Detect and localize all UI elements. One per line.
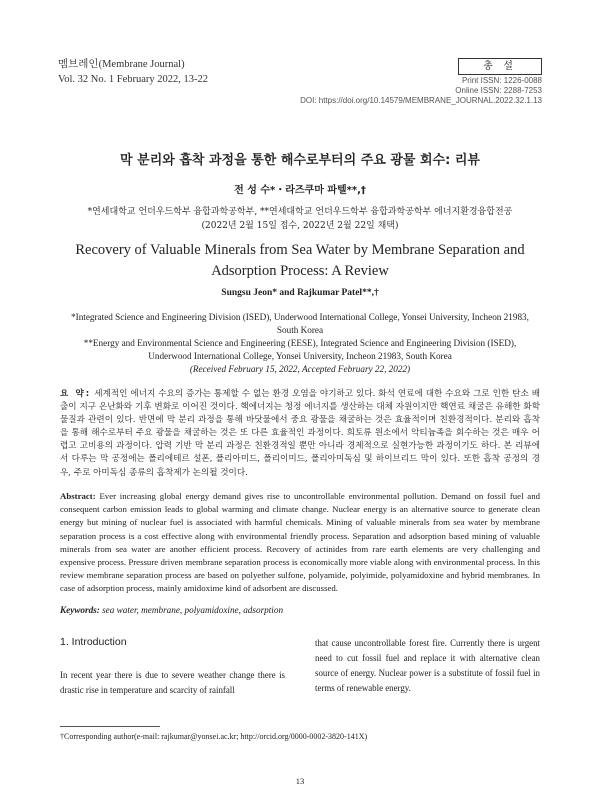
english-affiliation-block — [70, 311, 530, 376]
print-issn: Print ISSN: 1226-0088 — [461, 76, 542, 85]
section-title: 1. Introduction — [60, 636, 127, 648]
volume-line: Vol. 32 No. 1 February 2022, 13-22 — [58, 74, 209, 85]
korean-affiliation: *연세대학교 언더우드학부 융합과학공학부, **연세대학교 언더우드학부 융합과학공학부 에너지환경융합전공 — [87, 207, 513, 217]
doi-link[interactable]: DOI: https://doi.org/10.14579/MEMBRANE_JOURNAL.2022.32.1.13 — [300, 96, 542, 105]
keywords-label: Keywords: — [60, 605, 100, 615]
english-affiliation-1: *Integrated Science and Engineering Division (ISED), Underwood International College, Yonsei University, Incheon 21983, South Korea — [71, 312, 529, 335]
english-title-line2: Adsorption Process: A Review — [211, 263, 389, 279]
journal-name: 멤브레인(Membrane Journal) — [58, 59, 185, 70]
korean-dates: (2022년 2월 15일 접수, 2022년 2월 22일 채택) — [201, 221, 399, 231]
english-title — [60, 240, 540, 282]
journal-header — [58, 57, 208, 87]
keywords — [60, 605, 283, 615]
english-title-line1: Recovery of Valuable Minerals from Sea Water by Membrane Separation and — [75, 242, 525, 258]
korean-authors: 전 성 수*・라즈쿠마 파텔**,† — [234, 185, 366, 196]
english-abstract-text: Ever increasing global energy demand gives rise to uncontrollable environmental pollution. Demand on fossil fuel and consequent carbon emission leads to global warming and climate change. Nuclear energy is an alternative source to generate clean energy but mining of nuclear fuel is associated with harmful chemicals. Mining of valuable minerals from sea water by membrane separation process is a cost effective along with environmental friendly process. Separation and adsorption based mining of valuable minerals from sea water are another efficient process. Recovery of actinides from rare earth elements are very challenging and expensive process. Pressure driven membrane separation process is economically more viable along with environmental process. In this review membrane separation process are based on polyether sulfone, polyamide, polyimide, polyamidoxine and hybrid membranes. In case of adsorption process, mainly amidoxime kind of adsorbent are discussed. — [60, 491, 540, 594]
korean-title: 막 분리와 흡착 과정을 통한 해수로부터의 주요 광물 회수: 리뷰 — [120, 153, 480, 168]
page-number: 13 — [295, 776, 305, 786]
body-right-column: that cause uncontrollable forest fire. Currently there is urgent need to cut fossil fuel and replace it with alternative clean source of energy. Nuclear power is a substitute of fossil fuel in terms of renewable energy. — [315, 638, 540, 693]
article-type-badge: 총 설 — [458, 58, 542, 75]
received-dates: (Received February 15, 2022, Accepted February 22, 2022) — [189, 364, 411, 374]
english-abstract — [60, 490, 540, 596]
body-left-column: In recent year there is due to severe weather change there is drastic rise in temperature and scarcity of rainfall — [60, 670, 285, 695]
korean-abstract — [60, 388, 540, 480]
corresponding-author-footnote: †Corresponding author(e-mail: rajkumar@yonsei.ac.kr; http://orcid.org/0000-0002-3820-141X) — [60, 732, 368, 741]
online-issn: Online ISSN: 2288-7253 — [455, 86, 542, 95]
english-affiliation-2: **Energy and Environmental Science and Engineering (EESE), Integrated Science and Engineering Division (ISED), Underwood International College, Yonsei University, Incheon 21983, South Korea — [83, 338, 517, 361]
korean-abstract-label: 요 약: — [60, 389, 92, 399]
korean-abstract-text: 세계적인 에너지 수요의 증가는 통제할 수 없는 환경 오염을 야기하고 있다. 화석 연료에 대한 수요와 그로 인한 탄소 배출이 지구 온난화와 기후 변화로 이어진 것이다. 핵에너지는 청정 에너지를 생산하는 대체 자원이지만 핵연료 채굴은 유해한 화학물질과 관련이 있다. 반면에 막 분리 과정을 통해 바닷물에서 중요 광물을 채굴하는 것은 효율적이며 친환경적이다. 분리와 흡착을 통해 해수로부터 주요 광물을 채굴하는 것은 또 다른 효율적인 과정이다. 희토류 원소에서 악티늄족을 회수하는 것은 매우 어렵고 고비용의 과정이다. 압력 기반 막 분리 과정은 친환경적일 뿐만 아니라 경제적으로 실현가능한 과정이기도 하다. 본 리뷰에서 다루는 막 공정에는 폴리에테르 설폰, 폴리아미드, 폴리이미드, 폴리아미독심 및 하이브리드 막이 있다. 또한 흡착 공정의 경우, 주로 아미독심 종류의 흡착제가 논의될 것이다. — [60, 389, 541, 478]
keywords-text: sea water, membrane, polyamidoxine, adsorption — [102, 605, 284, 615]
english-authors: Sungsu Jeon* and Rajkumar Patel**,† — [221, 288, 379, 298]
issn-block — [300, 76, 542, 106]
footnote-divider — [60, 726, 160, 727]
korean-affiliation-block — [0, 205, 600, 233]
english-abstract-label: Abstract: — [60, 491, 96, 501]
